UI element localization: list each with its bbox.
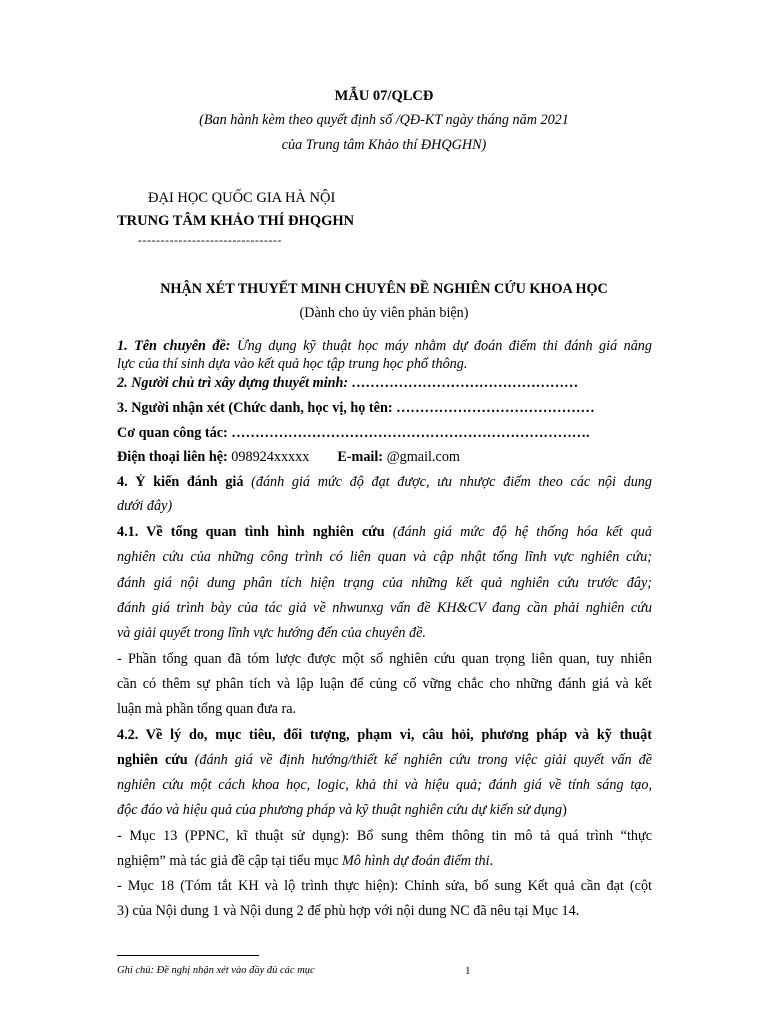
sec42-hint-line3: nghiên cứu một cách khoa học, logic, khả thi và hiệu quả; đánh giá về tính sáng tạo, — [117, 777, 652, 793]
sec41-hint-line3: đánh giá nội dung phân tích hiện trạng của những kết quả nghiên cứu trước đây; — [117, 575, 652, 591]
opinion-hint-line2: dưới đây) — [117, 498, 173, 514]
sec42-line2 — [117, 752, 652, 769]
sec41-line1 — [117, 524, 652, 541]
reviewer-dots: …………………………………… — [392, 400, 595, 416]
sec42-bullet1-line1: - Mục 13 (PPNC, kĩ thuật sử dụng): Bổ sung thêm thông tin mô tả quá trình “thực — [117, 828, 652, 844]
unit-name: TRUNG TÂM KHẢO THÍ ĐHQGHN — [117, 213, 355, 229]
topic-line1 — [117, 338, 652, 355]
footnote: Ghi chú: Đề nghị nhận xét vào đầy đủ các mục — [117, 965, 315, 976]
topic-label: 1. Tên chuyên đề: — [117, 338, 231, 354]
document-subtitle: (Dành cho ủy viên phản biện) — [299, 305, 469, 321]
agency-dots: …………………………………………………………………. — [227, 425, 590, 441]
author-line — [117, 375, 652, 392]
reviewer-line — [117, 400, 652, 417]
sec41-label: 4.1. Về tổng quan tình hình nghiên cứu — [117, 524, 385, 540]
email-value: @gmail.com — [383, 449, 460, 465]
sec41-hint-line4: đánh giá trình bày của tác giả về nhwunxg vấn đề KH&CV đang cần phải nghiên cứu — [117, 600, 652, 616]
phone-value: 098924xxxxx — [227, 449, 310, 465]
issuance-note-line1: (Ban hành kèm theo quyết định số /QĐ-KT ngày tháng năm 2021 — [199, 112, 569, 128]
author-dots: ………………………………………… — [348, 375, 579, 391]
opinion-line1 — [117, 474, 652, 491]
issuance-note-line2: của Trung tâm Khảo thí ĐHQGHN) — [281, 137, 487, 153]
agency-label: Cơ quan công tác: — [117, 425, 228, 441]
agency-line — [117, 425, 652, 442]
topic-value-line2: lực của thí sinh dựa vào kết quả học tập trung học phổ thông. — [117, 356, 468, 372]
sec42-bullet2-line1: - Mục 18 (Tóm tắt KH và lộ trình thực hiện): Chỉnh sửa, bổ sung Kết quả cần đạt (cột — [117, 878, 652, 894]
sec41-hint-line1: (đánh giá mức độ hệ thống hóa kết quả — [384, 524, 652, 540]
sec42-line4 — [117, 802, 652, 819]
sec42-label-line1: 4.2. Về lý do, mục tiêu, đối tượng, phạm vi, câu hỏi, phương pháp và kỹ thuật — [117, 727, 652, 743]
page-number: 1 — [465, 965, 471, 977]
opinion-hint-line1: (đánh giá mức độ đạt được, ưu nhược điểm theo các nội dung — [243, 474, 652, 490]
sec42-bullet1-italic: Mô hình dự đoán điểm thi — [341, 853, 490, 869]
sec42-bullet1-end: . — [489, 853, 494, 869]
header-divider: -------------------------------- — [138, 233, 282, 247]
opinion-label: 4. Ý kiến đánh giá — [117, 474, 244, 490]
reviewer-label: 3. Người nhận xét (Chức danh, học vị, họ tên: — [117, 400, 393, 416]
topic-value-line1: Ứng dụng kỹ thuật học máy nhằm dự đoán điểm thi đánh giá năng — [230, 338, 652, 354]
sec41-hint-line2: nghiên cứu của những công trình có liên quan và cập nhật tổng lĩnh vực nghiên cứu; — [117, 549, 652, 565]
sec41-body-line1: - Phần tổng quan đã tóm lược được một số nghiên cứu quan trọng liên quan, tuy nhiên — [117, 651, 652, 667]
sec42-bullet1-text: nghiệm” mà tác giả đề cập tại tiểu mục — [117, 853, 342, 869]
contact-line — [117, 449, 652, 466]
sec42-label-line2: nghiên cứu — [117, 752, 188, 768]
parent-organization: ĐẠI HỌC QUỐC GIA HÀ NỘI — [148, 190, 336, 206]
email-label: E-mail: — [337, 449, 384, 465]
sec42-hint-line4: độc đáo và hiệu quả của phương pháp và kỹ thuật nghiên cứu dự kiến sử dụng — [117, 802, 563, 818]
sec42-bullet2-line2: 3) của Nội dung 1 và Nội dung 2 để phù hợp với nội dung NC đã nêu tại Mục 14. — [117, 903, 580, 919]
sec41-body-line2: cần có thêm sự phân tích và lập luận để củng cố vững chắc cho những đánh giá và kết — [117, 676, 652, 692]
sec41-hint-line5: và giải quyết trong lĩnh vực hướng đến của chuyên đề. — [117, 625, 426, 641]
sec41-body-line3: luận mà phần tổng quan đưa ra. — [117, 701, 297, 717]
document-title: NHẬN XÉT THUYẾT MINH CHUYÊN ĐỀ NGHIÊN CỨU KHOA HỌC — [160, 281, 608, 297]
sec42-hint-close: ) — [562, 802, 567, 818]
phone-label: Điện thoại liên hệ: — [117, 449, 228, 465]
form-code: MẪU 07/QLCĐ — [334, 88, 434, 104]
author-label: 2. Người chủ trì xây dựng thuyết minh: — [117, 375, 349, 391]
sec42-hint-line2: (đánh giá về định hướng/thiết kế nghiên cứu trong việc giải quyết vấn đề — [187, 752, 652, 768]
footnote-rule — [117, 955, 259, 956]
sec42-bullet1-line2 — [117, 853, 652, 870]
